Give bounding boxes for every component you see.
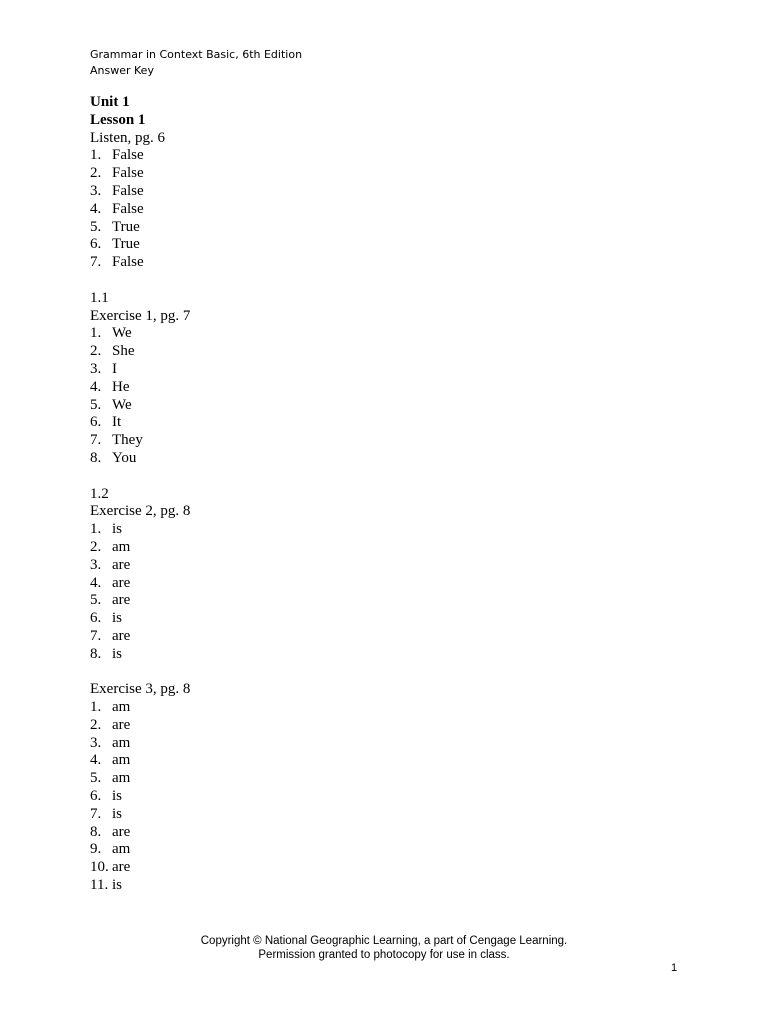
answer-item <box>90 610 190 628</box>
answer-item <box>90 788 190 806</box>
answer-text: is <box>112 521 123 538</box>
copyright-line: Copyright © National Geographic Learning, a part of Cengage Learning. <box>200 935 568 947</box>
answer-item <box>90 735 190 753</box>
section-spacer <box>90 468 190 486</box>
answer-text: am <box>112 538 131 555</box>
answer-text: He <box>112 378 130 395</box>
answer-text: is <box>112 788 123 805</box>
answer-number: 6. <box>90 788 102 805</box>
answer-item <box>90 539 190 557</box>
answer-number: 9. <box>90 841 102 858</box>
answer-text: is <box>112 877 123 894</box>
answer-text: We <box>112 325 132 342</box>
page-number: 1 <box>671 962 678 974</box>
answer-text: are <box>112 823 131 840</box>
book-title: Grammar in Context Basic, 6th Edition <box>90 48 303 61</box>
answer-text: am <box>112 841 131 858</box>
answer-item <box>90 361 190 379</box>
answer-item <box>90 325 190 343</box>
answer-number: 6. <box>90 236 102 253</box>
answer-text: is <box>112 610 123 627</box>
answer-item <box>90 557 190 575</box>
section-number: 1.2 <box>90 485 109 502</box>
answer-text: are <box>112 592 131 609</box>
answer-number: 8. <box>90 645 102 662</box>
answer-item <box>90 183 190 201</box>
answer-item <box>90 628 190 646</box>
section-title: Exercise 3, pg. 8 <box>90 681 191 698</box>
answer-item <box>90 717 190 735</box>
answer-number: 7. <box>90 627 102 644</box>
answer-text: I <box>112 360 117 377</box>
answer-item <box>90 236 190 254</box>
answer-text: It <box>112 414 122 431</box>
answer-item <box>90 343 190 361</box>
answer-text: We <box>112 396 132 413</box>
answer-item <box>90 646 190 664</box>
answer-text: am <box>112 752 131 769</box>
answer-item <box>90 254 190 272</box>
answer-number: 7. <box>90 805 102 822</box>
answer-text: are <box>112 556 131 573</box>
copyright-footer <box>0 934 768 962</box>
answer-number: 3. <box>90 182 102 199</box>
answer-item <box>90 824 190 842</box>
answer-number: 3. <box>90 360 102 377</box>
answer-item <box>90 201 190 219</box>
answer-text: True <box>112 218 140 235</box>
answer-text: They <box>112 432 143 449</box>
answer-item <box>90 379 190 397</box>
section-title: Exercise 2, pg. 8 <box>90 503 191 520</box>
answer-number: 8. <box>90 449 102 466</box>
answer-item <box>90 841 190 859</box>
answer-item <box>90 521 190 539</box>
answer-text: is <box>112 805 123 822</box>
answer-text: You <box>112 449 137 466</box>
answer-key-label: Answer Key <box>90 63 154 77</box>
answer-item <box>90 414 190 432</box>
section-title: Exercise 1, pg. 7 <box>90 307 191 324</box>
answer-text: False <box>112 200 144 217</box>
section-spacer <box>90 272 190 290</box>
answer-text: are <box>112 627 131 644</box>
lesson-heading: Lesson 1 <box>90 111 146 128</box>
answer-item <box>90 859 190 877</box>
answer-number: 2. <box>90 343 102 360</box>
answer-text: False <box>112 254 144 271</box>
answer-text: am <box>112 699 131 716</box>
answer-number: 6. <box>90 414 102 431</box>
answer-text: She <box>112 343 135 360</box>
section-title: Listen, pg. 6 <box>90 129 165 146</box>
answer-number: 5. <box>90 770 102 787</box>
section-spacer <box>90 664 190 682</box>
answer-number: 3. <box>90 734 102 751</box>
answer-number: 4. <box>90 752 102 769</box>
answer-number: 1. <box>90 325 102 342</box>
answer-text: are <box>112 574 131 591</box>
answer-item <box>90 432 190 450</box>
answer-item <box>90 219 190 237</box>
answer-text: are <box>112 716 131 733</box>
answer-number: 1. <box>90 147 102 164</box>
answer-text: am <box>112 770 131 787</box>
answer-item <box>90 450 190 468</box>
answer-number: 7. <box>90 432 102 449</box>
answer-item <box>90 147 190 165</box>
answer-item <box>90 397 190 415</box>
answer-number: 2. <box>90 716 102 733</box>
answer-number: 5. <box>90 218 102 235</box>
answer-key-content <box>90 94 190 895</box>
answer-number: 3. <box>90 556 102 573</box>
section-number: 1.1 <box>90 289 109 306</box>
answer-number: 1. <box>90 521 102 538</box>
answer-item <box>90 752 190 770</box>
answer-number: 5. <box>90 592 102 609</box>
answer-number: 6. <box>90 610 102 627</box>
unit-heading: Unit 1 <box>90 94 130 110</box>
answer-item <box>90 575 190 593</box>
answer-number: 4. <box>90 200 102 217</box>
answer-item <box>90 770 190 788</box>
answer-text: False <box>112 182 144 199</box>
answer-number: 5. <box>90 396 102 413</box>
answer-item <box>90 165 190 183</box>
answer-text: is <box>112 645 123 662</box>
answer-number: 4. <box>90 574 102 591</box>
answer-text: True <box>112 236 140 253</box>
answer-number: 8. <box>90 823 102 840</box>
document-header <box>90 47 302 78</box>
answer-text: am <box>112 734 131 751</box>
answer-item <box>90 877 190 895</box>
answer-number: 10. <box>90 859 109 876</box>
answer-number: 11. <box>90 877 109 894</box>
answer-number: 4. <box>90 378 102 395</box>
answer-number: 2. <box>90 538 102 555</box>
answer-item <box>90 592 190 610</box>
answer-sections <box>90 130 190 895</box>
answer-item <box>90 699 190 717</box>
answer-number: 1. <box>90 699 102 716</box>
permission-line: Permission granted to photocopy for use in class. <box>258 949 510 961</box>
answer-text: False <box>112 147 144 164</box>
answer-item <box>90 806 190 824</box>
answer-text: False <box>112 165 144 182</box>
answer-number: 2. <box>90 165 102 182</box>
answer-text: are <box>112 859 131 876</box>
answer-number: 7. <box>90 254 102 271</box>
